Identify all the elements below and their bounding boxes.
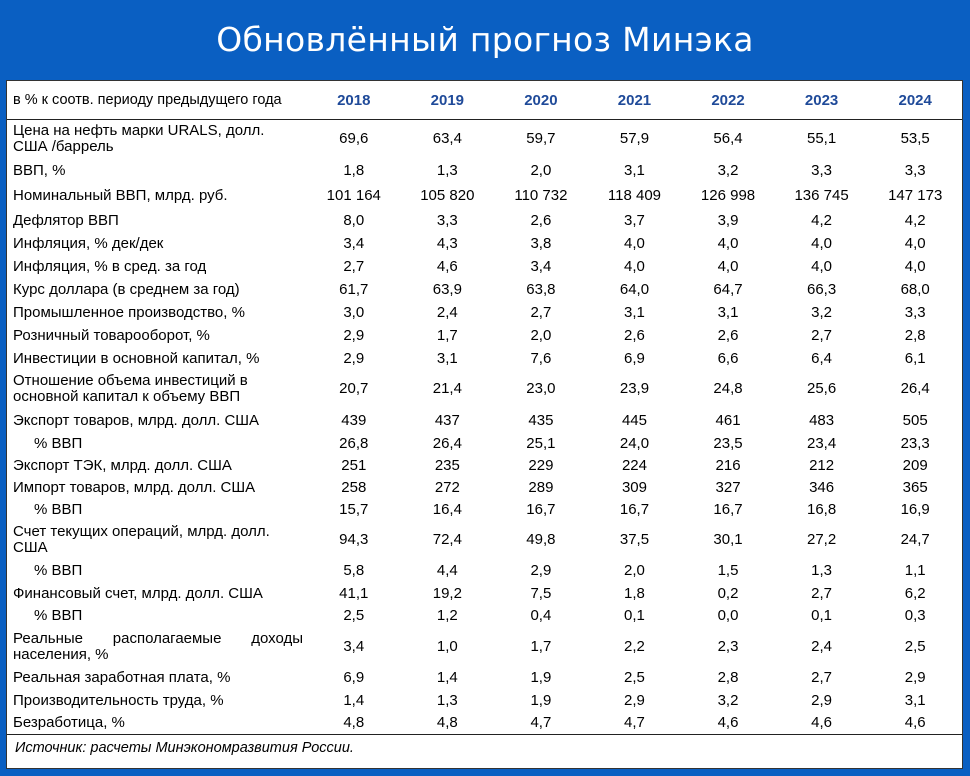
table-cell: 2,5 [343,607,365,624]
row-label: Реальная заработная плата, % [13,669,231,686]
table-cell: 437 [434,411,460,429]
table-cell: 53,5 [900,130,930,148]
table-cell: 1,9 [530,669,552,686]
table-cell: 1,9 [530,692,552,709]
row-label: ВВП, % [13,161,66,179]
row-label: Инфляция, % в сред. за год [13,258,207,275]
row-label: Цена на нефть марки URALS, долл. США /баррель [13,122,265,156]
table-cell: 2,9 [904,669,926,686]
row-label: Отношение объема инвестиций в основной капитал к объему ВВП [13,372,248,405]
table-cell: 3,3 [436,212,458,229]
table-cell: 1,8 [624,585,645,602]
table-cell: 126 998 [700,187,756,204]
row-label: Курс доллара (в среднем за год) [13,281,240,298]
table-cell: 224 [621,457,647,474]
row-label: Финансовый счет, млрд. долл. США [13,585,263,602]
table-body [7,120,962,735]
table-cell: 272 [434,478,460,496]
table-cell: 6,6 [717,349,739,367]
table-cell: 4,4 [436,562,458,579]
table-cell: 4,2 [811,212,833,229]
table-cell: 4,7 [624,714,645,732]
year-header: 2020 [494,81,588,120]
table-cell: 0,4 [530,607,552,624]
table-cell: 49,8 [526,531,556,548]
table-cell: 3,7 [624,212,645,229]
table-row [7,713,962,735]
row-label: Розничный товарооборот, % [13,327,210,344]
row-label: Счет текущих операций, млрд. долл. США [13,523,270,556]
table-row [7,583,962,606]
table-cell: 365 [902,478,928,496]
table-cell: 21,4 [432,380,462,397]
table-cell: 3,4 [343,235,365,252]
table-cell: 2,0 [624,562,645,579]
table-cell: 57,9 [619,130,650,148]
table-cell: 1,1 [904,562,926,579]
forecast-table [7,81,962,761]
table-cell: 3,2 [811,304,833,321]
table-cell: 2,7 [530,304,552,321]
table-cell: 1,8 [343,161,365,179]
table-cell: 216 [715,457,741,474]
table-cell: 4,0 [624,235,645,252]
table-cell: 4,2 [904,212,926,229]
table-cell: 6,9 [343,669,365,686]
table-cell: 20,7 [339,380,369,397]
row-label: % ВВП [34,435,83,452]
table-cell: 30,1 [713,531,743,548]
table-cell: 23,9 [619,380,650,397]
table-cell: 3,1 [624,304,645,321]
table-cell: 25,6 [806,380,837,397]
row-label: Реальные располагаемые доходы населения, % [13,629,303,663]
table-row [7,433,962,456]
table-cell: 2,6 [624,327,645,344]
table-cell: 16,7 [713,500,743,518]
table-cell: 4,8 [436,714,458,732]
table-cell: 63,9 [432,281,462,298]
table-cell: 24,7 [900,531,930,548]
table-cell: 64,0 [619,281,650,298]
table-cell: 0,1 [624,607,645,624]
table-cell: 24,0 [619,435,650,452]
table-cell: 61,7 [339,281,369,298]
table-cell: 0,0 [717,607,739,624]
table-row [7,560,962,583]
table-cell: 2,6 [717,327,739,344]
row-label: Промышленное производство, % [13,304,245,321]
page-title: Обновлённый прогноз Минэка [216,20,754,59]
table-cell: 2,2 [624,637,645,655]
table-cell: 209 [902,457,928,474]
table-row [7,159,962,183]
table-cell: 4,7 [530,714,552,732]
table-cell: 235 [434,457,460,474]
table-cell: 4,6 [717,714,739,732]
table-cell: 23,3 [900,435,930,452]
table-header-row [7,81,962,120]
table-cell: 4,0 [904,235,926,252]
table-cell: 63,4 [432,130,462,148]
table-cell: 1,3 [811,562,833,579]
table-cell: 3,8 [530,235,552,252]
table-cell: 41,1 [339,585,369,602]
table-cell: 101 164 [326,187,381,204]
table-row [7,233,962,256]
table-cell: 56,4 [713,130,743,148]
table-cell: 2,0 [530,327,552,344]
table-cell: 3,1 [624,161,645,179]
row-label: Безработица, % [13,714,125,732]
table-cell: 24,8 [713,380,743,397]
table-cell: 4,8 [343,714,365,732]
table-cell: 3,9 [717,212,739,229]
table-row [7,409,962,433]
row-label: Инфляция, % дек/дек [13,235,164,252]
year-header: 2018 [307,81,401,120]
table-cell: 1,0 [436,637,458,655]
year-header: 2019 [401,81,495,120]
table-row [7,279,962,302]
table-cell: 1,5 [717,562,739,579]
table-cell: 2,5 [904,637,926,655]
table-cell: 4,0 [717,235,739,252]
table-cell: 72,4 [432,531,462,548]
table-cell: 2,7 [811,327,833,344]
table-cell: 3,2 [717,161,739,179]
table-row [7,667,962,690]
table-cell: 346 [809,478,835,496]
table-cell: 3,4 [343,637,365,655]
table-cell: 69,6 [339,130,369,148]
table-cell: 16,9 [900,500,930,518]
table-row [7,690,962,713]
table-row [7,302,962,325]
table-cell: 1,2 [436,607,458,624]
table-cell: 6,4 [811,349,833,367]
table-cell: 6,1 [904,349,926,367]
table-cell: 3,1 [436,349,458,367]
table-cell: 461 [715,411,741,429]
table-cell: 6,9 [624,349,645,367]
table-cell: 2,5 [624,669,645,686]
table-row [7,370,962,409]
table-cell: 212 [809,457,835,474]
table-cell: 0,3 [904,607,926,624]
table-cell: 445 [621,411,647,429]
row-label: % ВВП [34,607,83,624]
table-cell: 37,5 [619,531,650,548]
table-cell: 15,7 [339,500,369,518]
table-row [7,348,962,370]
table-cell: 2,9 [343,349,365,367]
table-cell: 4,6 [436,258,458,275]
table-cell: 258 [341,478,367,496]
row-label: % ВВП [34,562,83,579]
row-label: Номинальный ВВП, млрд. руб. [13,187,228,204]
table-cell: 229 [528,457,554,474]
table-row [7,325,962,348]
table-cell: 2,7 [811,669,833,686]
table-cell: 0,2 [717,585,739,602]
table-cell: 7,5 [530,585,552,602]
table-cell: 3,3 [811,161,833,179]
table-cell: 4,0 [811,235,833,252]
table-cell: 1,7 [530,637,552,655]
table-cell: 1,3 [436,161,458,179]
table-row [7,120,962,159]
table-cell: 4,3 [436,235,458,252]
row-label: Экспорт товаров, млрд. долл. США [13,411,260,429]
table-cell: 309 [621,478,647,496]
table-cell: 3,3 [904,304,926,321]
table-cell: 0,1 [811,607,833,624]
table-cell: 2,9 [530,562,552,579]
table-cell: 1,3 [436,692,458,709]
table-cell: 3,0 [343,304,365,321]
table-cell: 2,9 [624,692,645,709]
table-cell: 2,4 [811,637,833,655]
table-cell: 2,8 [904,327,926,344]
table-cell: 4,0 [811,258,833,275]
table-cell: 118 409 [607,187,662,204]
table-row [7,499,962,521]
table-cell: 5,8 [343,562,365,579]
table-cell: 3,2 [717,692,739,709]
table-row [7,606,962,627]
table-cell: 66,3 [806,281,837,298]
table-cell: 26,4 [432,435,462,452]
row-label: Производительность труда, % [13,692,224,709]
table-cell: 4,6 [811,714,833,732]
table-cell: 147 173 [888,187,943,204]
table-cell: 2,9 [811,692,833,709]
row-label: Дефлятор ВВП [13,212,119,229]
table-cell: 2,7 [811,585,833,602]
corner-label: в % к соотв. периоду предыдущего года [7,81,307,120]
table-row [7,456,962,477]
year-header: 2024 [868,81,962,120]
table-cell: 251 [341,457,367,474]
table-cell: 68,0 [900,281,930,298]
table-cell: 3,1 [904,692,926,709]
table-cell: 2,6 [530,212,552,229]
table-cell: 4,0 [624,258,645,275]
table-footer-row [7,735,962,762]
table-cell: 63,8 [526,281,556,298]
table-cell: 3,4 [530,258,552,275]
table-cell: 3,1 [717,304,739,321]
table-cell: 2,8 [717,669,739,686]
row-label: % ВВП [34,500,83,518]
table-cell: 26,4 [900,380,930,397]
table-cell: 483 [809,411,835,429]
table-row [7,210,962,233]
table-cell: 6,2 [904,585,926,602]
table-cell: 2,9 [343,327,365,344]
table-cell: 1,4 [343,692,365,709]
table-cell: 3,3 [904,161,926,179]
year-header: 2021 [588,81,682,120]
table-cell: 27,2 [806,531,837,548]
table-cell: 2,4 [436,304,458,321]
table-cell: 435 [528,411,554,429]
table-cell: 23,4 [806,435,837,452]
table-cell: 327 [715,478,741,496]
table-cell: 8,0 [343,212,365,229]
row-label: Импорт товаров, млрд. долл. США [13,478,256,496]
table-cell: 94,3 [339,531,369,548]
table-cell: 16,7 [526,500,556,518]
table-cell: 4,0 [904,258,926,275]
table-cell: 64,7 [713,281,743,298]
table-row [7,521,962,560]
table-cell: 16,4 [432,500,462,518]
table-cell: 25,1 [526,435,556,452]
row-label: Экспорт ТЭК, млрд. долл. США [13,457,232,474]
source-note: Источник: расчеты Минэкономразвития России. [7,735,962,762]
table-cell: 105 820 [420,187,475,204]
year-header: 2022 [681,81,775,120]
table-cell: 110 732 [514,187,568,204]
table-cell: 2,7 [343,258,365,275]
table-row [7,627,962,667]
table-cell: 7,6 [530,349,552,367]
table-cell: 136 745 [794,187,849,204]
table-cell: 23,0 [526,380,556,397]
table-cell: 23,5 [713,435,743,452]
table-cell: 55,1 [806,130,837,148]
table-cell: 19,2 [432,585,462,602]
table-cell: 2,3 [717,637,739,655]
table-row [7,256,962,279]
table-cell: 26,8 [339,435,369,452]
table-cell: 59,7 [526,130,556,148]
table-cell: 505 [902,411,928,429]
table-cell: 439 [341,411,367,429]
row-label: Инвестиции в основной капитал, % [13,349,260,367]
table-cell: 4,0 [717,258,739,275]
table-cell: 2,0 [530,161,552,179]
table-row [7,477,962,499]
year-header: 2023 [775,81,869,120]
table-cell: 16,7 [619,500,650,518]
table-cell: 16,8 [806,500,837,518]
forecast-table-panel [6,80,963,769]
table-cell: 1,4 [436,669,458,686]
table-cell: 4,6 [904,714,926,732]
table-cell: 1,7 [436,327,458,344]
table-row [7,183,962,210]
table-cell: 289 [528,478,554,496]
